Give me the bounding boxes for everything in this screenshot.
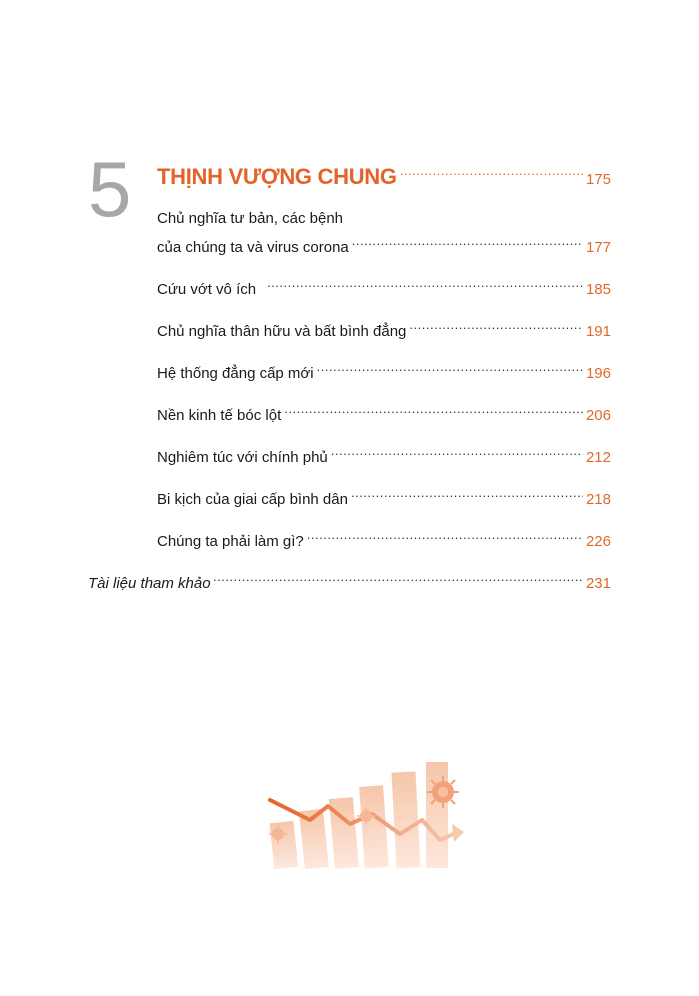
toc-entry-line1: Chủ nghĩa tư bản, các bệnh	[157, 210, 344, 227]
toc-entry-page: 206	[585, 407, 611, 424]
dot-leader	[267, 276, 583, 294]
toc-entry-page: 191	[585, 323, 611, 340]
toc-entry[interactable]	[157, 360, 611, 383]
chapter-page-number: 175	[585, 171, 611, 188]
toc-entry-page: 185	[585, 281, 611, 298]
virus-icon	[427, 776, 459, 808]
dot-leader	[409, 318, 583, 336]
toc-entry[interactable]	[157, 486, 611, 509]
toc-entry[interactable]	[157, 402, 611, 425]
references-page: 231	[585, 575, 611, 592]
dot-leader	[400, 162, 583, 184]
toc-entry-title: Hệ thống đẳng cấp mới	[157, 365, 314, 382]
references-title: Tài liệu tham khảo	[88, 575, 211, 592]
dot-leader	[284, 402, 583, 420]
toc-entry[interactable]	[157, 444, 611, 467]
toc-entry-page: 226	[585, 533, 611, 550]
chapter-title: THỊNH VƯỢNG CHUNG	[157, 164, 397, 189]
references-entry[interactable]	[88, 570, 611, 593]
toc-entry-page: 212	[585, 449, 611, 466]
toc-entry-title: Nền kinh tế bóc lột	[157, 407, 282, 424]
dot-leader	[352, 234, 583, 252]
toc-entry-page: 177	[585, 239, 611, 256]
toc-entry-title: Chúng ta phải làm gì?	[157, 533, 304, 550]
toc-entry[interactable]	[157, 234, 611, 257]
trend-arrow-head	[452, 824, 464, 842]
chapter-number: 5	[88, 145, 132, 233]
dot-leader	[307, 528, 583, 546]
toc-entry[interactable]	[157, 318, 611, 341]
toc-entry[interactable]	[157, 528, 611, 551]
economy-virus-illustration	[262, 758, 472, 870]
toc-entry-page: 218	[585, 491, 611, 508]
toc-entry-title: Cứu vớt vô ích	[157, 281, 257, 298]
toc-entry-title: của chúng ta và virus corona	[157, 239, 349, 256]
chapter-title-entry[interactable]	[157, 162, 611, 193]
toc-entry-title: Chủ nghĩa thân hữu và bất bình đẳng	[157, 323, 407, 340]
dot-leader	[317, 360, 583, 378]
toc-entry[interactable]	[157, 276, 611, 299]
dot-leader	[214, 570, 583, 588]
dot-leader	[351, 486, 583, 504]
dot-leader	[331, 444, 583, 462]
toc-entry-title: Nghiêm túc với chính phủ	[157, 449, 328, 466]
toc-entry-title: Bi kịch của giai cấp bình dân	[157, 491, 348, 508]
toc-entry-page: 196	[585, 365, 611, 382]
